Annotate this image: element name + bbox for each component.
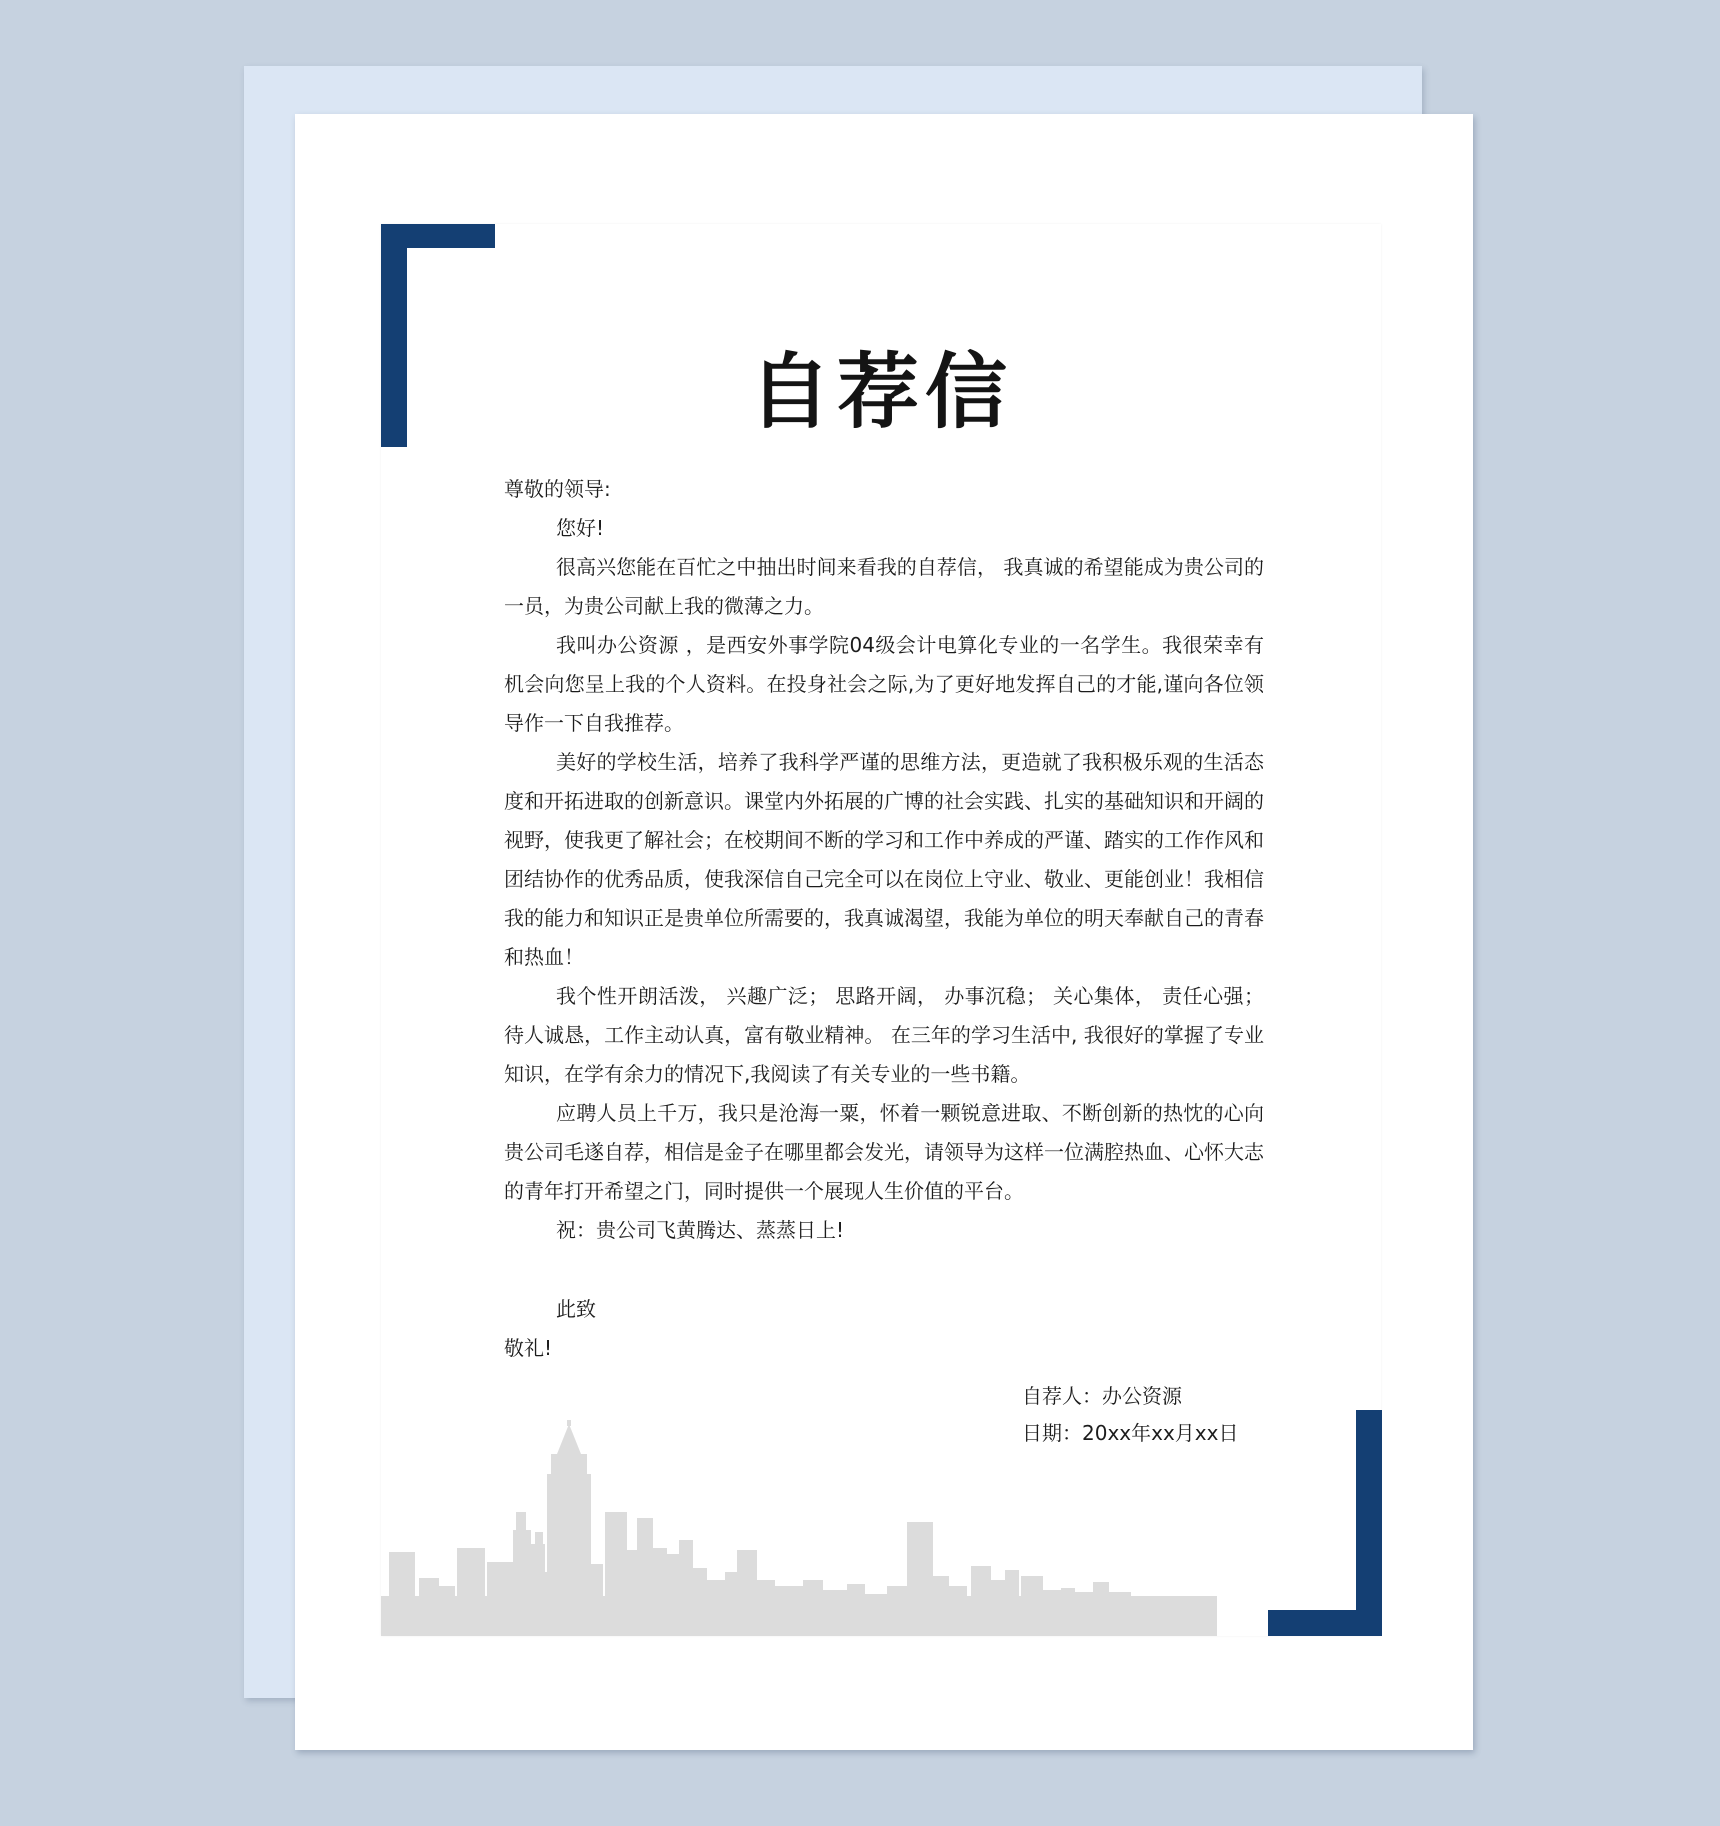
letter-paragraph-wishes: 祝：贵公司飞黄腾达、蒸蒸日上!: [556, 1218, 845, 1242]
letter-paragraph-intro: 很高兴您能在百忙之中抽出时间来看我的自荐信， 我真诚的希望能成为贵公司的一员，为贵公司献上我的微薄之力。: [504, 555, 1264, 618]
letter-paragraph-greeting: 您好!: [556, 516, 605, 540]
letter-date: 日期：20xx年xx月xx日: [1022, 1421, 1239, 1445]
letter-closing: 此致: [556, 1297, 596, 1321]
letter-paragraph-application: 应聘人员上千万，我只是沧海一粟，怀着一颗锐意进取、不断创新的热忱的心向贵公司毛遂自荐，相信是金子在哪里都会发光，请领导为这样一位满腔热血、心怀大志的青年打开希望之门，同时提供一个展现人生价值的平台。: [504, 1101, 1264, 1203]
letter-title: 自荐信: [748, 345, 1013, 440]
letter-paragraph-personality: 我个性开朗活泼， 兴趣广泛； 思路开阔， 办事沉稳； 关心集体， 责任心强；待人诚恳，工作主动认真，富有敬业精神。 在三年的学习生活中, 我很好的掌握了专业知识，在学有余力的情况下,我阅读了有关专业的一些书籍。: [504, 984, 1264, 1086]
bottom-right-corner-bracket: [1268, 1410, 1382, 1636]
letter-paragraph-self-intro: 我叫办公资源 ，是西安外事学院04级会计电算化专业的一名学生。我很荣幸有机会向您呈上我的个人资料。在投身社会之际,为了更好地发挥自己的才能,谨向各位领导作一下自我推荐。: [504, 633, 1264, 735]
spacer: [504, 1250, 1264, 1290]
city-skyline-graphic: [381, 1420, 1217, 1636]
letter-body: [504, 470, 1264, 1368]
letter-regards: 敬礼!: [504, 1336, 553, 1360]
letter-salutation: 尊敬的领导:: [504, 477, 611, 501]
signer-name: 自荐人：办公资源: [1022, 1384, 1182, 1408]
signature-block: [1022, 1378, 1238, 1452]
letter-paragraph-school-life: 美好的学校生活，培养了我科学严谨的思维方法，更造就了我积极乐观的生活态度和开拓进取的创新意识。课堂内外拓展的广博的社会实践、扎实的基础知识和开阔的视野，使我更了解社会；在校期间不断的学习和工作中养成的严谨、踏实的工作作风和团结协作的优秀品质，使我深信自己完全可以在岗位上守业、敬业、更能创业！我相信我的能力和知识正是贵单位所需要的，我真诚渴望，我能为单位的明天奉献自己的青春和热血！: [504, 750, 1264, 969]
